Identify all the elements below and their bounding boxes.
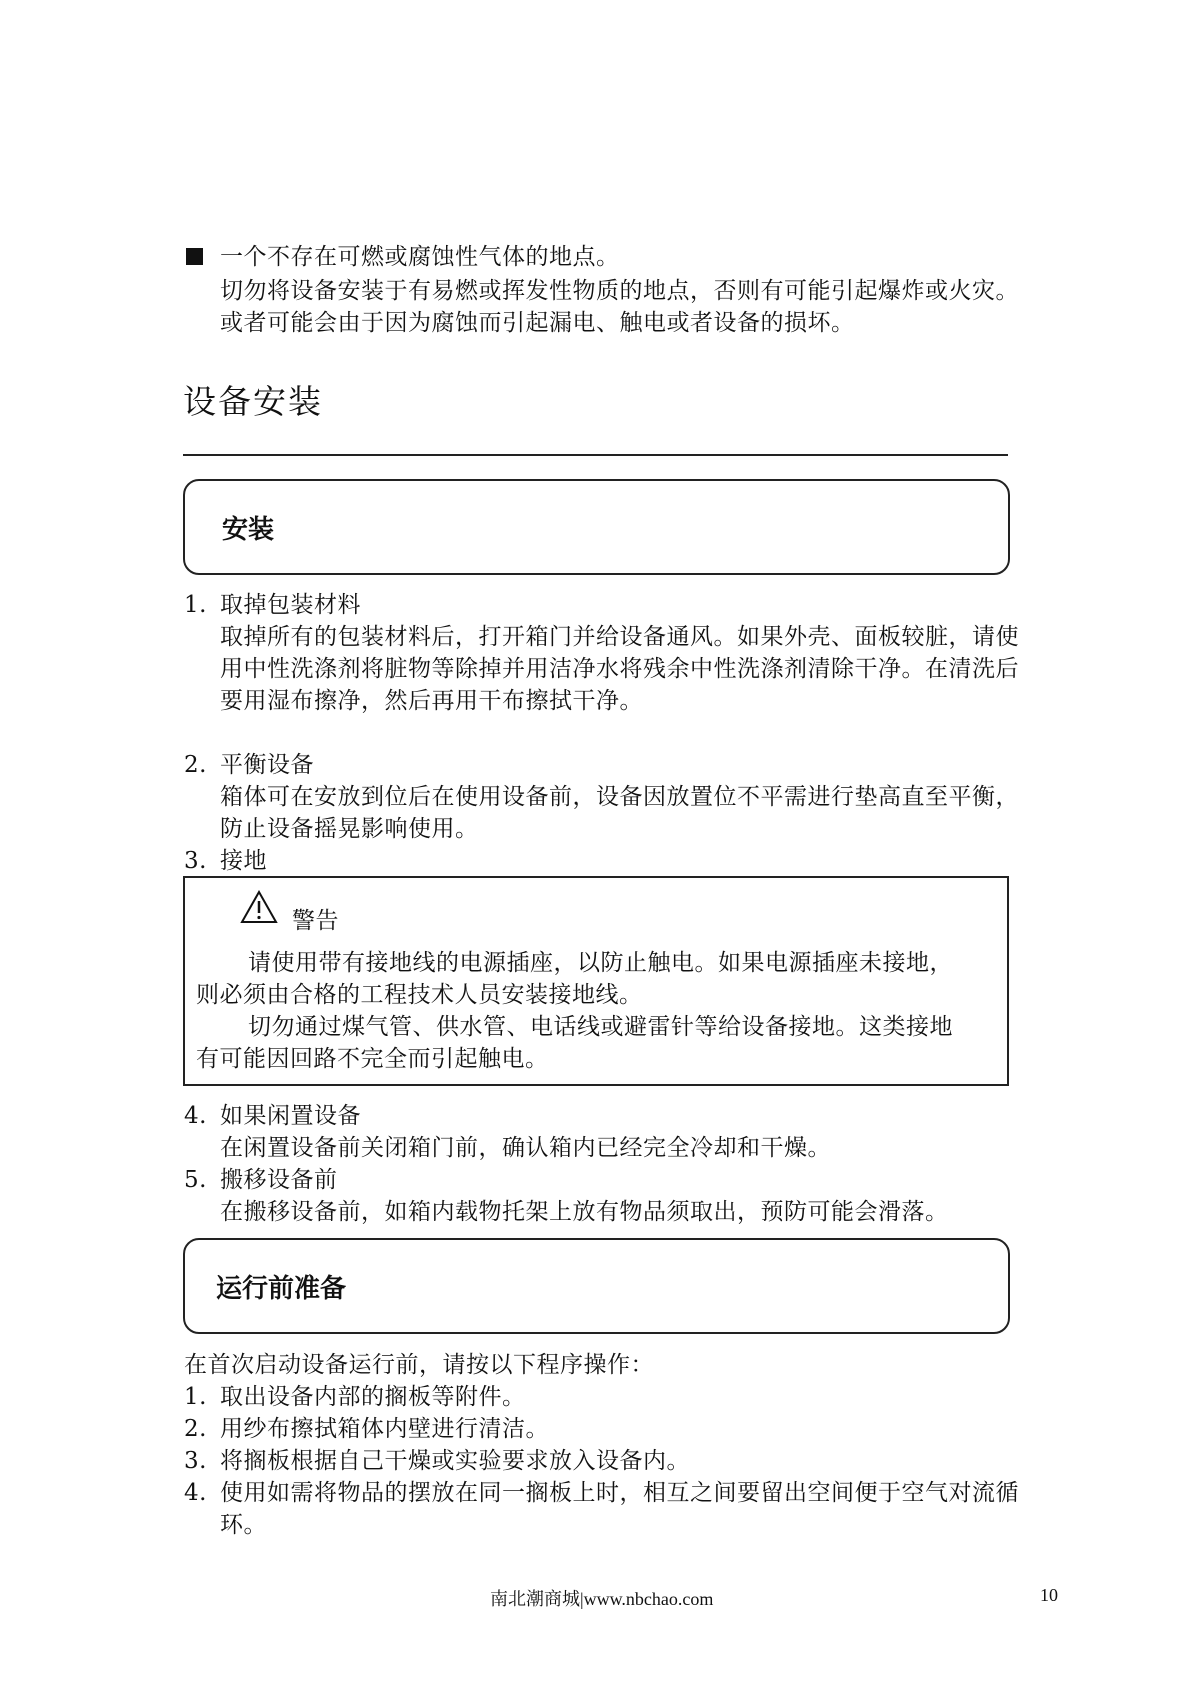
- item-title: 取掉包装材料: [220, 592, 361, 618]
- item-number: 1.: [184, 592, 207, 618]
- item-line: 要用湿布擦净，然后再用干布擦拭干净。: [220, 688, 643, 714]
- warning-line: 有可能因回路不完全而引起触电。: [196, 1046, 549, 1072]
- list-item: [184, 1382, 526, 1412]
- install-section-title: 安装: [222, 515, 275, 545]
- warning-label: 警告: [292, 908, 339, 934]
- item-number: 3.: [184, 848, 207, 874]
- heading-rule: [183, 454, 1008, 456]
- item-title: 平衡设备: [220, 752, 314, 778]
- list-item: [184, 1446, 690, 1476]
- item-text: 用纱布擦拭箱体内壁进行清洁。: [220, 1416, 549, 1442]
- item-line: 箱体可在安放到位后在使用设备前，设备因放置位不平需进行垫高直至平衡，: [220, 784, 1019, 810]
- item-number: 1.: [184, 1384, 207, 1410]
- footer-site: 南北潮商城|www.nbchao.com: [490, 1589, 714, 1609]
- intro-line: 切勿将设备安装于有易燃或挥发性物质的地点，否则有可能引起爆炸或火灾。: [220, 278, 1019, 304]
- list-item: [184, 750, 314, 780]
- list-item: [184, 846, 267, 876]
- prep-intro: 在首次启动设备运行前，请按以下程序操作：: [184, 1352, 654, 1378]
- page-number: 10: [1040, 1585, 1058, 1605]
- item-line: 在搬移设备前，如箱内载物托架上放有物品须取出，预防可能会滑落。: [220, 1199, 949, 1225]
- item-number: 3.: [184, 1448, 207, 1474]
- item-title: 接地: [220, 848, 267, 874]
- item-text: 将搁板根据自己干燥或实验要求放入设备内。: [220, 1448, 690, 1474]
- item-number: 2.: [184, 1416, 207, 1442]
- page-heading: 设备安装: [183, 382, 323, 421]
- list-item: [184, 1101, 361, 1131]
- item-text: 取出设备内部的搁板等附件。: [220, 1384, 526, 1410]
- list-item: [184, 590, 361, 620]
- item-title: 搬移设备前: [220, 1167, 338, 1193]
- item-number: 4.: [184, 1480, 207, 1506]
- warning-triangle-icon: [240, 890, 278, 924]
- warning-line: 请使用带有接地线的电源插座，以防止触电。如果电源插座未接地，: [248, 950, 953, 976]
- list-item: [184, 1478, 1019, 1508]
- list-item: [184, 1165, 338, 1195]
- intro-line: 或者可能会由于因为腐蚀而引起漏电、触电或者设备的损坏。: [220, 310, 855, 336]
- warning-line: 切勿通过煤气管、供水管、电话线或避雷针等给设备接地。这类接地: [248, 1014, 953, 1040]
- prep-section-title: 运行前准备: [216, 1274, 347, 1304]
- warning-line: 则必须由合格的工程技术人员安装接地线。: [196, 982, 643, 1008]
- item-number: 4.: [184, 1103, 207, 1129]
- item-title: 如果闲置设备: [220, 1103, 361, 1129]
- item-number: 5.: [184, 1167, 207, 1193]
- item-line: 在闲置设备前关闭箱门前，确认箱内已经完全冷却和干燥。: [220, 1135, 831, 1161]
- item-line: 用中性洗涤剂将脏物等除掉并用洁净水将残余中性洗涤剂清除干净。在清洗后: [220, 656, 1019, 682]
- item-line: 防止设备摇晃影响使用。: [220, 816, 479, 842]
- intro-title: 一个不存在可燃或腐蚀性气体的地点。: [220, 244, 620, 270]
- item-line: 取掉所有的包装材料后，打开箱门并给设备通风。如果外壳、面板较脏，请使: [220, 624, 1019, 650]
- item-text: 使用如需将物品的摆放在同一搁板上时，相互之间要留出空间便于空气对流循: [220, 1480, 1019, 1506]
- square-bullet-icon: [186, 248, 203, 265]
- item-continuation: 环。: [220, 1512, 267, 1538]
- install-section-box: [183, 479, 1010, 575]
- item-number: 2.: [184, 752, 207, 778]
- list-item: [184, 1414, 549, 1444]
